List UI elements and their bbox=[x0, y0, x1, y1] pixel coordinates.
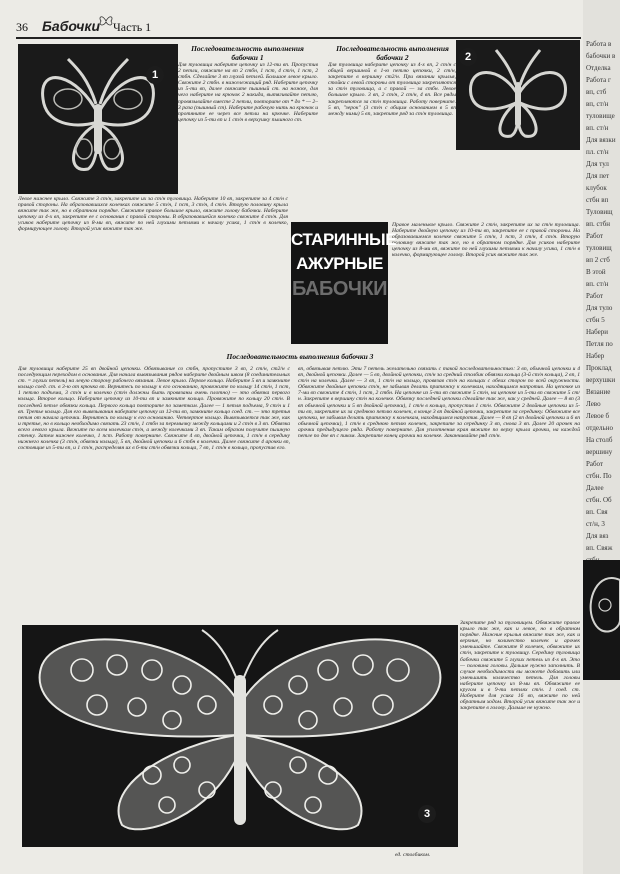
adjacent-page-line: Для вязки bbox=[586, 136, 616, 144]
adjacent-page-line: стбн. По bbox=[586, 472, 612, 480]
adjacent-page-line: бабочки в bbox=[586, 52, 616, 60]
adjacent-page-line: верхушки bbox=[586, 376, 616, 384]
section-3-right-para-10: Середину туловища бабочки свяжите 5 глухих петель из 4-х вп. Это — половина головы. Дальше нужно заполнить. В случае необходимости вы можете добавить или уменьшить количество петель. bbox=[460, 650, 580, 681]
section-3-left-para-4: Третье кольцо. Для его вывязывания наберите цепочку из 12-ти вп, замкните кольцо соед. ст. — это третья петля от начала цепочки. Вернитесь по кольцу к его основанию. bbox=[18, 408, 290, 421]
section-3-right-para-5: Обвяжите 2 двойные цепочки из 5-ти вп, закрепите их за среднюю петлю колечек, в конце 3 вп двойной цепочки, закрепите за серединку. Обвяжите все цепочки, не забывая делать притяжку к колечкам, находящимся напротив. bbox=[298, 402, 580, 421]
adjacent-page-line: пл. ст/н bbox=[586, 148, 609, 156]
adjacent-page-line: стбн. Об bbox=[586, 496, 612, 504]
section-3-left-para-6: Обвязка всего левого крыла. Вяжите по всем колечкам ст/н, а между колечками 3 вп. Таким образом получите пышную стенку. Затем нижнее колечко, 1 пст. bbox=[18, 420, 290, 440]
butterfly-3-badge: 3 bbox=[418, 805, 436, 823]
adjacent-page-line: Работа в bbox=[586, 40, 612, 48]
section-3-right-para-7: Работу поверните. Для уплотнения края вяжите по верху крыла арочки, на каждой петле по две вп с пиком. Закрепите конец арочки на колечке. Заканчивайте ряд ст/н. bbox=[298, 426, 580, 440]
section-2-text-lower bbox=[392, 222, 580, 342]
adjacent-page-line: Для пет bbox=[586, 172, 610, 180]
adjacent-page-line: Работ bbox=[586, 232, 604, 240]
banner-line-2: АЖУРНЫЕ bbox=[296, 254, 383, 273]
adjacent-page-line: На столб bbox=[586, 436, 613, 444]
section-3-right-para-4: Далее — 8 вп (3 вп обычной цепочки и 5 вп двойной цепочки), 1 ст/н в кольцо, пропустив 1 ст/н. bbox=[298, 396, 580, 409]
section-3-right-para-11: Для головы наберите цепочку из 8-ми вп. Обвяжите ее кругом и в 9-ти петлях ст/н. 1 соед. ст. Наберите для усика 16 вп, вяжите по ней обратным ходом. Второй усик вяжите так же и закрепите в голову. Дальше не нужно. bbox=[460, 674, 580, 712]
section-1-para-1: Для туловища наберите цепочку из 12-ти вп. Пропустив 2 петли, свяжите на вп 2 стбн, 1 пст, 4 ст/н, 1 пст, 2 стбн. Сделайте 3 вп глухой петлей. bbox=[178, 62, 318, 81]
adjacent-page-line: Для вяз bbox=[586, 532, 609, 540]
section-2-title: Последовательность выполнения бабочки 2 bbox=[336, 44, 449, 62]
title-banner bbox=[291, 222, 397, 344]
adjacent-page-line: Лево bbox=[586, 400, 601, 408]
section-1-para-2: Большое левое крыло. Свяжите 2 стбн. в нижележащий ряд. Наберите цепочку из 5-ти вп, далее свяжите пышный ст. на ножке, для чего наберите на крючок 2 накида, вытягивайте петлю, провязывайте вместе 2 петли, повторите от * до * — 2–3 раза (пышный ст). Наберите рабочую нить на крючок и протяните ее через все петли на крючке. Наберите цепочку из 5-ти вп и 1 ст/н в верхушку пышного ст. bbox=[178, 74, 318, 123]
butterfly-3-photo bbox=[22, 625, 458, 847]
section-1-para-4: Свяжите правое большое крыло, вяжите голову бабочки. Наберите цепочку из 4-х вп, закрепите ее с основания с правой стороны. В образовавшейся колечко свяжите 4 ст/н. Для усиков наберите цепочку из 8-ми вп, вяжите по ней глухими петлями к началу усика, 1 ст/н в колечко, формирующее голову. Второй усик вяжите так же. bbox=[18, 208, 288, 233]
section-2-text bbox=[328, 62, 456, 222]
section-3-left-para-7: Работу поверните. Свяжите 4 вп, двойной цепочки, 1 ст/н в середину нижнего колечка (3 ст/н, обвязки кольца), 5 вп, двойной цепочки и 6 стбн в колечки. Далее свяжите 4 арочки вп, состоящие из 5-ти вп, и 1 ст/н, распределяя их в 6-ти ст/н обвязки кольца, 7 вп, 1 ст/н в кольцо, пропустив его. bbox=[18, 433, 290, 452]
adjacent-page-line: отдельно bbox=[586, 424, 613, 432]
adjacent-page-line: Набер bbox=[586, 352, 605, 360]
adjacent-page-line: стбн 5 bbox=[586, 316, 605, 324]
adjacent-page-line: клубок bbox=[586, 184, 607, 192]
adjacent-page-line: вп. ст/н bbox=[586, 124, 609, 132]
section-2-para-2: При вязании крылья, стойки с левой стороны от туловища закрепляются за ст/н туловища, а с правой — за стбн. bbox=[328, 74, 456, 93]
adjacent-butterfly-photo bbox=[583, 560, 620, 680]
photo-caption: ед. столбиком. bbox=[395, 852, 431, 858]
adjacent-page-line: туловище bbox=[586, 112, 615, 120]
adjacent-page-line: Набери bbox=[586, 328, 608, 336]
adjacent-page-line: Работ bbox=[586, 292, 604, 300]
adjacent-page-line: туловищ bbox=[586, 244, 612, 252]
part-label: Часть 1 bbox=[113, 20, 152, 34]
section-2-para-5: Правое маленькое крыло. Свяжите 2 ст/н, закрепите их за ст/н туловища. Наберите двойную цепочку из 10-ти вп, закрепите ее с правой стороны. На образовавшемся колечке свяжите 5 ст/н, 1 пст, 3 ст/н, 4 ст/н. Вторую половину вяжите так же, но в обратном порядке. bbox=[392, 222, 580, 247]
adjacent-page-line: Далее bbox=[586, 484, 604, 492]
section-3-right-para-1: вп, обвязывая петлю. Эти 7 петель желательно связать с такой последовательностью: 3 вп, обычной цепочки и 4 вп, двойной цепочки. bbox=[298, 366, 580, 379]
adjacent-page-line: Для туло bbox=[586, 304, 613, 312]
adjacent-page-line: Работа г bbox=[586, 76, 611, 84]
adjacent-page-line: вп, ст/н bbox=[586, 100, 609, 108]
butterfly-logo-icon bbox=[98, 14, 114, 28]
section-3-left-para-1: Для туловища наберите 25 вп двойной цепочки. Обвязывание со стбн, пропустите 3 вп, 2 ст/н, ст2/н с последующим переходом в основание. Для начала вывязывания рядов наберите двойным швом (8 соединительных ст. = глухих петель) на левую сторону рабочего вязания. bbox=[18, 366, 290, 385]
section-2-para-6: Для усиков наберите цепочку из 8-ми вп, вяжите по ней глухими петлями к началу усика, 1 ст/н в колечко, формирующее голову. Второй усик вяжите так же. bbox=[392, 240, 580, 259]
butterfly-1-badge: 1 bbox=[146, 66, 164, 84]
butterfly-1-photo bbox=[18, 44, 178, 194]
butterfly-2-badge: 2 bbox=[459, 48, 477, 66]
page-number: 36 bbox=[16, 20, 28, 34]
section-1-text bbox=[178, 62, 318, 212]
adjacent-page-line: вп, стб bbox=[586, 88, 607, 96]
section-2-para-4: Работу поверните. 5 вп, "зерок" (3 ст/н с общим основанием в 5 вп между ними) 5 вп, закрепите ряд за ст/н туловища. bbox=[328, 98, 456, 117]
adjacent-page-line: вп. стбн bbox=[586, 220, 611, 228]
adjacent-page-line: вп. Свяж bbox=[586, 544, 613, 552]
header-rule bbox=[16, 37, 581, 39]
adjacent-page-line: ст/н, 3 bbox=[586, 520, 605, 528]
adjacent-page-line: Петля по bbox=[586, 340, 613, 348]
section-3-right-para-8: Закрепите ряд за туловищем. Обвяжите правое крыло так же, как и левое, но в обратном порядке. bbox=[460, 620, 580, 639]
adjacent-page-line: вп. Свя bbox=[586, 508, 608, 516]
section-3-left-para-5: Четвертое кольцо. Вывязывается так же, как и третье, но в кольцо необходимо связать 23 ст/н, 1 стбн за перемычку между кольцами и 2 ст/н в 3 вп. bbox=[18, 414, 290, 427]
section-3-right-text bbox=[298, 366, 580, 620]
section-3-right-para-3: Обвяжите двойные цепочки ст/н, не забывая делать притяжку к колечкам, находящимся напротив. На цепочке из 7-ми вп свяжите 4 ст/н, 1 пст, 2 стбн. На цепочке из 5-ти вп свяжите 5 ст/н, на цепочке из 5-ти вп свяжите 5 ст/н. Закрепите в вершину ст/н на колечке. Обвязку последней цепочки сделайте так же, как у средней. bbox=[298, 384, 580, 403]
adjacent-page-line: Проклад bbox=[586, 364, 612, 372]
section-3-right-para-6: Далее — 8 вп (2 вп двойной цепочки и 6 вп обычной цепочки), 1 ст/н в среднюю петлю колечек, закрепите за серединку 3 вп, снова 3 вп. Далее 20 арочек на арочки предыдущего ряда. bbox=[298, 414, 580, 433]
section-3-left-para-3: Второе кольцо. Наберите цепочку из 10-ти вп и замкните кольцо. Провяжите по кольцу 20 ст/н. В последней петле обвязки кольца. Первого кольца повторите по заметкам. Далее — 1 петля подъема, 9 ст/н и 1 вп. bbox=[18, 396, 290, 415]
section-3-right-lower-text bbox=[460, 620, 580, 850]
adjacent-page-line: вп. ст/н bbox=[586, 280, 609, 288]
adjacent-page-line: Вязание bbox=[586, 388, 611, 396]
section-3-left-para-2: Левое крыло. Первое кольцо. Наберите 5 вп и замкните кольцо соед. ст. в 3-ю от крючка вп. Вернитесь по кольцу к его основанию, провяжите по кольцу 14 ст/н, 1 пст, 1 петлю подъема, 3 ст/н и в колечко (ст/н должны быть провязаны очень плотно) — это обвязка первого кольца. bbox=[18, 378, 290, 403]
adjacent-page-line: Туловищ bbox=[586, 208, 613, 216]
banner-line-3: БАБОЧКИ bbox=[291, 278, 388, 300]
adjacent-page-line: стбн вп bbox=[586, 196, 609, 204]
adjacent-page-line: вп 2 стб bbox=[586, 256, 610, 264]
section-3-title: Последовательность выполнения бабочки 3 bbox=[226, 352, 374, 361]
adjacent-page-strip bbox=[583, 0, 620, 874]
brand-title: Бабочки bbox=[42, 18, 101, 34]
banner-line-1: СТАРИННЫЕ bbox=[291, 230, 397, 249]
section-3-left-text bbox=[18, 366, 290, 624]
section-1-title: Последовательность выполнения бабочки 1 bbox=[191, 44, 304, 62]
section-1-para-3: Левое нижнее крыло. Свяжите 3 ст/н, закрепите их за ст/н туловища. Наберите 10 вп, закрепите за 4 ст/н с правой стороны. На образовавшихся колечках свяжите 5 ст/н, 1 пст, 3 ст/н, 4 ст/н. Вторую половину крыла вяжите так же, но в обратном порядке. bbox=[18, 196, 288, 215]
adjacent-page-line: Отделка bbox=[586, 64, 611, 72]
section-3-right-para-2: Далее — 5 вп, двойной цепочки, ст/н за средний столбик обвязки кольца (3-й ст/н кольца), 2 вп, 1 ст/н на колечки. Далее — 3 вп, 1 ст/н на кольцо, провязав ст/н на кольцах с обеих сторон по всей окружности. bbox=[298, 372, 580, 385]
section-2-para-1: Для туловища наберите цепочку из 4-х вп, 2 ст/н с общей вершиной в 1-ю петлю цепочки, 2 ст/н, закрепите в вершину ст2/н. bbox=[328, 62, 456, 81]
section-3-right-para-9: Нижние крылья вяжите так же, как и верхние, но количество колечек и арочек уменьшайте. Свяжите 8 колечек, обвяжите их ст/н, закрепите к туловищу. bbox=[460, 632, 580, 657]
section-1-text-lower bbox=[18, 196, 288, 338]
adjacent-page-line: В этой bbox=[586, 268, 606, 276]
adjacent-page-line: вершину bbox=[586, 448, 613, 456]
butterfly-3-image bbox=[22, 625, 458, 847]
adjacent-page-line: Левое б bbox=[586, 412, 610, 420]
adjacent-page-line: Работ bbox=[586, 460, 604, 468]
butterfly-2-photo bbox=[456, 40, 580, 150]
section-2-para-3: Левое большое крыло. 3 вп, 2 ст/н, 2 ст/н, 4 вп. Все ряды закрепляются за ст/н туловища. bbox=[328, 86, 456, 105]
adjacent-page-line: Для тул bbox=[586, 160, 609, 168]
